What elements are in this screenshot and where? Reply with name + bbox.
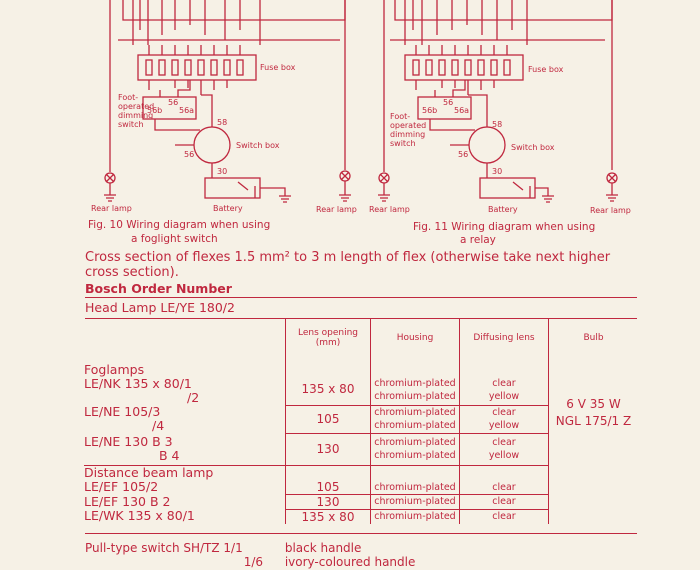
table-bottom-rule [85, 533, 637, 534]
lamp-name: LE/EF 130 B 2 [84, 493, 171, 509]
rear-lamp-label-left: Rear lamp [91, 204, 132, 213]
switch-box-label: Switch box [511, 143, 555, 152]
table-header-row [84, 319, 638, 357]
fuse-box-label: Fuse box [260, 63, 296, 72]
terminal-56-switch: 56 [458, 150, 469, 159]
foot-switch-label-1: Foot- [390, 112, 411, 121]
housing-cell: chromium-plated chromium-plated [371, 357, 460, 405]
lens-cell: 135 x 80 [286, 357, 371, 405]
diffusing-cell: clear [460, 494, 549, 509]
heading-rule [85, 297, 637, 298]
diffusing-cell: clear [460, 509, 549, 524]
lamp-name-variant: /4 [152, 418, 165, 433]
fig10-caption-line1: Fig. 10 Wiring diagram when using [88, 219, 271, 231]
pull-switch-label: Pull-type switch SH/TZ 1/1 [85, 541, 243, 555]
cross-section-note: Cross section of flexes 1.5 mm² to 3 m length of flex (otherwise take next higher cross section). [85, 250, 611, 280]
terminal-56b: 56b [147, 106, 163, 115]
handle-ivory: ivory-coloured handle [284, 555, 416, 569]
fuse-box-label: Fuse box [528, 65, 564, 74]
terminal-58: 58 [217, 118, 228, 127]
distance-title: Distance beam lamp [84, 465, 214, 480]
header-bulb: Bulb [549, 319, 639, 357]
pull-switch-variant: 1/6 [243, 555, 263, 569]
foot-switch-label-3: dimming [390, 130, 426, 139]
foot-switch-label-2: operated [390, 121, 427, 130]
table-row [84, 466, 638, 495]
lamp-name-variant: B 4 [159, 448, 180, 463]
terminal-56: 56 [168, 98, 179, 107]
lamp-name: LE/NK 135 x 80/1 [84, 376, 192, 391]
rear-lamp-label-left: Rear lamp [369, 205, 410, 214]
terminal-30: 30 [217, 167, 228, 176]
lamp-name: LE/NE 105/3 [84, 404, 161, 419]
foglamps-title: Foglamps [84, 362, 145, 377]
lamp-name-variant: /2 [187, 390, 200, 405]
lamp-table [84, 319, 638, 524]
fig10-caption-line2: a foglight switch [131, 233, 218, 245]
housing-cell: chromium-plated chromium-plated [371, 433, 460, 466]
lamp-name: LE/EF 105/2 [84, 479, 159, 494]
pull-switch-block [85, 541, 415, 569]
foot-switch-label-1: Foot- [118, 93, 139, 102]
terminal-56: 56 [443, 98, 454, 107]
terminal-56b: 56b [422, 106, 438, 115]
diffusing-cell: clear yellow [460, 357, 549, 405]
handle-black: black handle [284, 541, 362, 555]
header-diffusing-lens: Diffusing lens [460, 319, 549, 357]
fig11-caption-line2: a relay [460, 234, 496, 246]
table-row [84, 357, 638, 405]
lens-cell: 130 [286, 433, 371, 466]
foot-switch-label-3: dimming [118, 111, 154, 120]
fig11-caption-line1: Fig. 11 Wiring diagram when using [413, 221, 596, 233]
bulb-cell: 6 V 35 W NGL 175/1 Z [549, 357, 639, 466]
head-lamp-line: Head Lamp LE/YE 180/2 [85, 300, 235, 315]
section-heading: Bosch Order Number [85, 281, 232, 296]
housing-cell: chromium-plated [371, 509, 460, 524]
foot-switch-label-2: operated [118, 102, 155, 111]
lens-cell: 105 [286, 405, 371, 433]
battery-label: Battery [488, 205, 518, 214]
terminal-56a: 56a [454, 106, 470, 115]
terminal-30: 30 [492, 167, 503, 176]
switch-box-label: Switch box [236, 141, 280, 150]
lamp-name: LE/WK 135 x 80/1 [84, 508, 195, 524]
rear-lamp-label-right: Rear lamp [590, 206, 631, 215]
rear-lamp-label-right: Rear lamp [316, 205, 357, 214]
housing-cell: chromium-plated [371, 494, 460, 509]
foot-switch-label-4: switch [390, 139, 416, 148]
foglamps-group-1 [84, 357, 286, 405]
housing-cell: chromium-plated [371, 466, 460, 495]
lens-cell: 130 [286, 494, 371, 509]
lens-cell: 135 x 80 [286, 509, 371, 524]
housing-cell: chromium-plated chromium-plated [371, 405, 460, 433]
terminal-56a: 56a [179, 106, 195, 115]
diffusing-cell: clear yellow [460, 433, 549, 466]
lens-cell: 105 [286, 466, 371, 495]
terminal-56-switch: 56 [184, 150, 195, 159]
battery-label: Battery [213, 204, 243, 213]
header-housing: Housing [371, 319, 460, 357]
lamp-name: LE/NE 130 B 3 [84, 434, 173, 449]
diffusing-cell: clear [460, 466, 549, 495]
terminal-58: 58 [492, 120, 503, 129]
diffusing-cell: clear yellow [460, 405, 549, 433]
foot-switch-label-4: switch [118, 120, 144, 129]
header-lens-opening: Lens opening (mm) [286, 319, 371, 357]
